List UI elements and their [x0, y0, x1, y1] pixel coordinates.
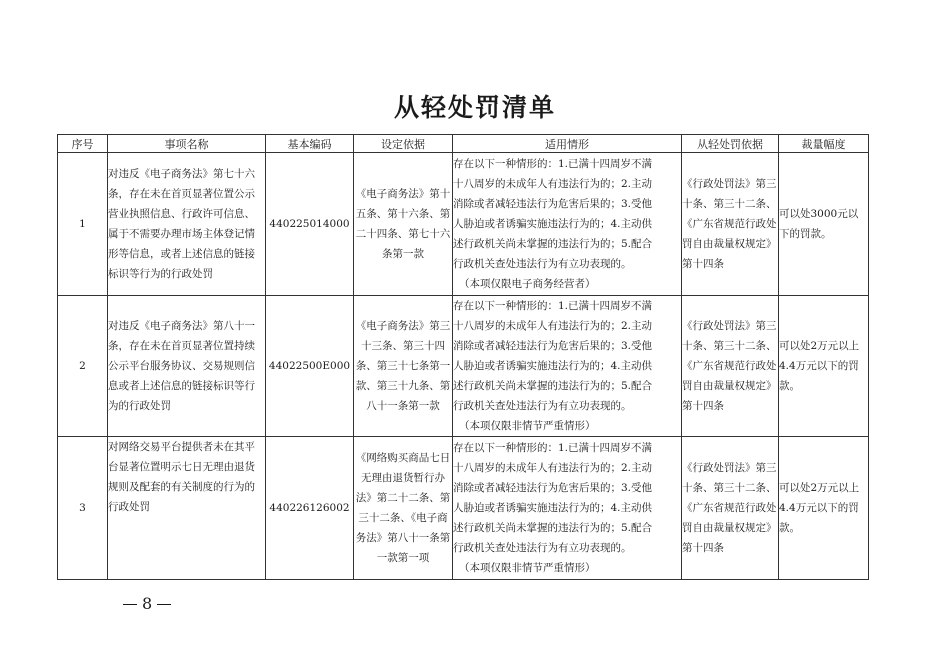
row-code: 440226126002 — [266, 437, 354, 580]
row-scope — [453, 437, 682, 580]
scope-line: 行政机关查处违法行为有立功表现的。 — [453, 258, 632, 270]
scope-line: 存在以下一种情形的：1.已满十四周岁不满 — [453, 158, 653, 170]
row-leniency-basis: 《行政处罚法》第三十条、第三十二条、《广东省规范行政处罚自由裁量权规定》第十四条 — [682, 296, 779, 437]
scope-note: （本项仅限非情节严重情形） — [459, 562, 596, 574]
row-range: 可以处3000元以下的罚款。 — [779, 153, 869, 296]
scope-line: 行政机关查处违法行为有立功表现的。 — [453, 542, 632, 554]
scope-line: 消除或者减轻违法行为危害后果的；3.受他 — [453, 482, 653, 494]
footer-dash-right — [157, 604, 171, 605]
row-item-name: 对网络交易平台提供者未在其平台显著位置明示七日无理由退货规则及配套的有关制度的行为的行政处罚 — [108, 437, 266, 580]
scope-line: 存在以下一种情形的：1.已满十四周岁不满 — [453, 442, 653, 454]
scope-line: 人胁迫或者诱骗实施违法行为的；4.主动供 — [453, 218, 653, 230]
header-basis: 设定依据 — [354, 135, 453, 153]
row-seq: 3 — [58, 437, 108, 580]
header-scope: 适用情形 — [453, 135, 682, 153]
footer-dash-left — [123, 604, 137, 605]
header-code: 基本编码 — [266, 135, 354, 153]
row-leniency-basis: 《行政处罚法》第三十条、第三十二条、《广东省规范行政处罚自由裁量权规定》第十四条 — [682, 153, 779, 296]
row-leniency-basis: 《行政处罚法》第三十条、第三十二条、《广东省规范行政处罚自由裁量权规定》第十四条 — [682, 437, 779, 580]
page-number: 8 — [142, 594, 153, 613]
scope-line: 十八周岁的未成年人有违法行为的；2.主动 — [453, 178, 653, 190]
row-scope — [453, 153, 682, 296]
scope-line: 人胁迫或者诱骗实施违法行为的；4.主动供 — [453, 360, 653, 372]
scope-line: 十八周岁的未成年人有违法行为的；2.主动 — [453, 462, 653, 474]
row-seq: 1 — [58, 153, 108, 296]
table-row — [58, 296, 869, 437]
row-range: 可以处2万元以上4.4万元以下的罚款。 — [779, 437, 869, 580]
scope-line: 述行政机关尚未掌握的违法行为的；5.配合 — [453, 522, 653, 534]
header-range: 裁量幅度 — [779, 135, 869, 153]
table-row — [58, 153, 869, 296]
row-basis: 《电子商务法》第十五条、第十六条、第二十四条、第七十六条第一款 — [354, 153, 453, 296]
row-basis: 《电子商务法》第三十三条、第三十四条、第三十七条第一款、第三十九条、第八十一条第一款 — [354, 296, 453, 437]
scope-line: 述行政机关尚未掌握的违法行为的；5.配合 — [453, 380, 653, 392]
scope-line: 人胁迫或者诱骗实施违法行为的；4.主动供 — [453, 502, 653, 514]
row-range: 可以处2万元以上4.4万元以下的罚款。 — [779, 296, 869, 437]
header-seq: 序号 — [58, 135, 108, 153]
row-seq: 2 — [58, 296, 108, 437]
table-row — [58, 437, 869, 580]
row-basis: 《网络购买商品七日无理由退货暂行办法》第二十二条、第三十二条、《电子商务法》第八十一条第一款第一项 — [354, 437, 453, 580]
page-footer — [118, 594, 176, 613]
scope-line: 行政机关查处违法行为有立功表现的。 — [453, 400, 632, 412]
penalty-table — [57, 134, 869, 580]
row-item-name: 对违反《电子商务法》第八十一条，存在未在首页显著位置持续公示平台服务协议、交易规则信息或者上述信息的链接标识等行为的行政处罚 — [108, 296, 266, 437]
header-row — [58, 135, 869, 153]
scope-line: 述行政机关尚未掌握的违法行为的；5.配合 — [453, 238, 653, 250]
scope-line: 消除或者减轻违法行为危害后果的；3.受他 — [453, 340, 653, 352]
page-title: 从轻处罚清单 — [393, 93, 556, 122]
scope-note: （本项仅限电子商务经营者） — [459, 278, 596, 290]
row-code: 440225014000 — [266, 153, 354, 296]
scope-line: 十八周岁的未成年人有违法行为的；2.主动 — [453, 320, 653, 332]
header-leniency-basis: 从轻处罚依据 — [682, 135, 779, 153]
header-name: 事项名称 — [108, 135, 266, 153]
row-item-name: 对违反《电子商务法》第七十六条，存在未在首页显著位置公示营业执照信息、行政许可信息、属于不需要办理市场主体登记情形等信息，或者上述信息的链接标识等行为的行政处罚 — [108, 153, 266, 296]
scope-note: （本项仅限非情节严重情形） — [459, 420, 596, 432]
scope-line: 存在以下一种情形的：1.已满十四周岁不满 — [453, 300, 653, 312]
scope-line: 消除或者减轻违法行为危害后果的；3.受他 — [453, 198, 653, 210]
row-code: 44022500E000 — [266, 296, 354, 437]
row-scope — [453, 296, 682, 437]
